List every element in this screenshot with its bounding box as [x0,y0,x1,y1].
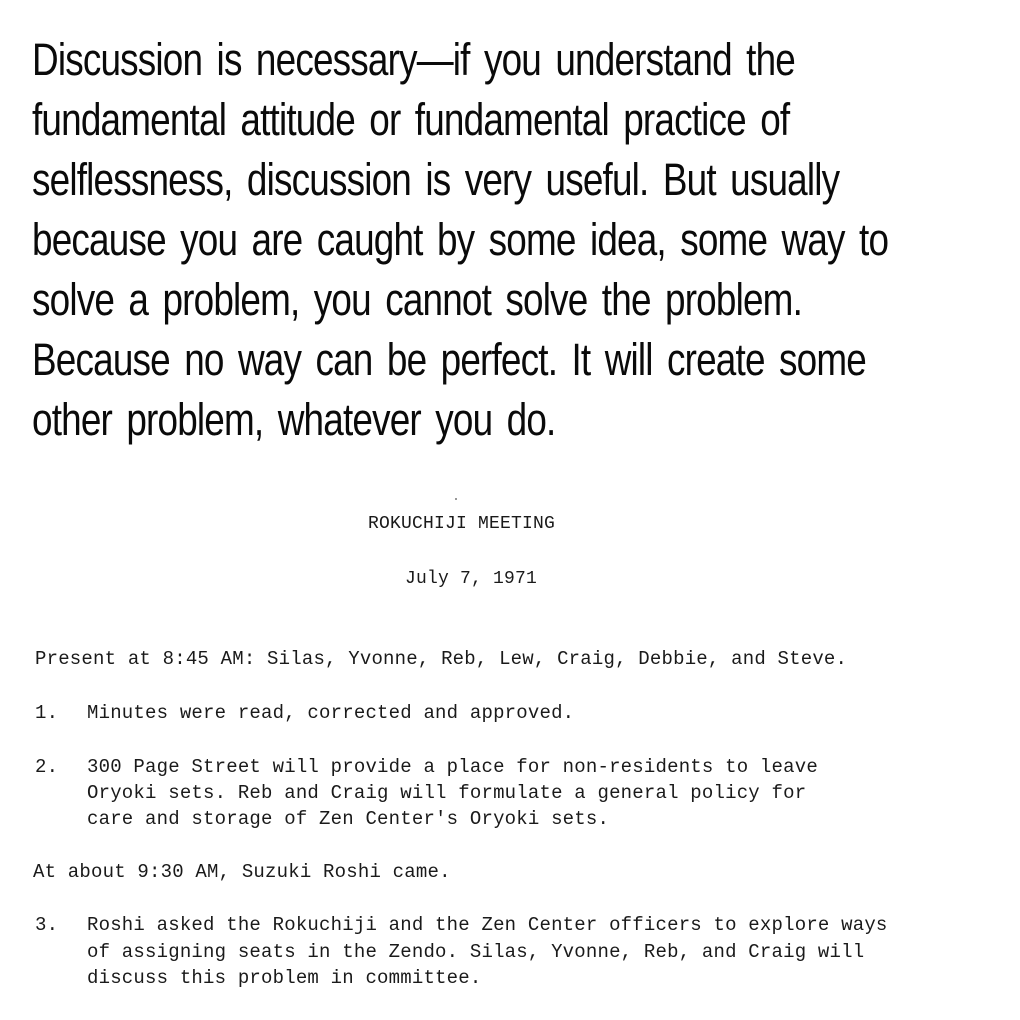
minutes-title: ROKUCHIJI MEETING [368,514,556,534]
item-number: 1. [35,702,59,724]
item-text-line: discuss this problem in committee. [87,967,482,989]
quote-line: solve a problem, you cannot solve the problem. [32,274,803,325]
quote-line: because you are caught by some idea, some way to [32,214,889,265]
quote-line: Discussion is necessary—if you understand the [32,34,795,85]
item-text-line: Minutes were read, corrected and approved. [87,702,575,724]
quote-line: fundamental attitude or fundamental practice of [32,94,790,145]
paper-speck [455,498,457,500]
item-text-line: 300 Page Street will provide a place for non-residents to leave [87,756,818,778]
arrival-note: At about 9:30 AM, Suzuki Roshi came. [33,861,451,883]
attendance-line: Present at 8:45 AM: Silas, Yvonne, Reb, Lew, Craig, Debbie, and Steve. [35,648,848,670]
quote-line: Because no way can be perfect. It will create some [32,334,866,385]
quote-line: selflessness, discussion is very useful. But usually [32,154,840,205]
item-text-line: Oryoki sets. Reb and Craig will formulate a general policy for [87,782,807,804]
minutes-date: July 7, 1971 [405,569,538,589]
item-number: 2. [35,756,59,778]
item-text-line: of assigning seats in the Zendo. Silas, Yvonne, Reb, and Craig will [87,941,865,963]
item-number: 3. [35,914,59,936]
item-text-line: care and storage of Zen Center's Oryoki sets. [87,808,610,830]
item-text-line: Roshi asked the Rokuchiji and the Zen Center officers to explore ways [87,914,888,936]
quote-line: other problem, whatever you do. [32,394,556,445]
